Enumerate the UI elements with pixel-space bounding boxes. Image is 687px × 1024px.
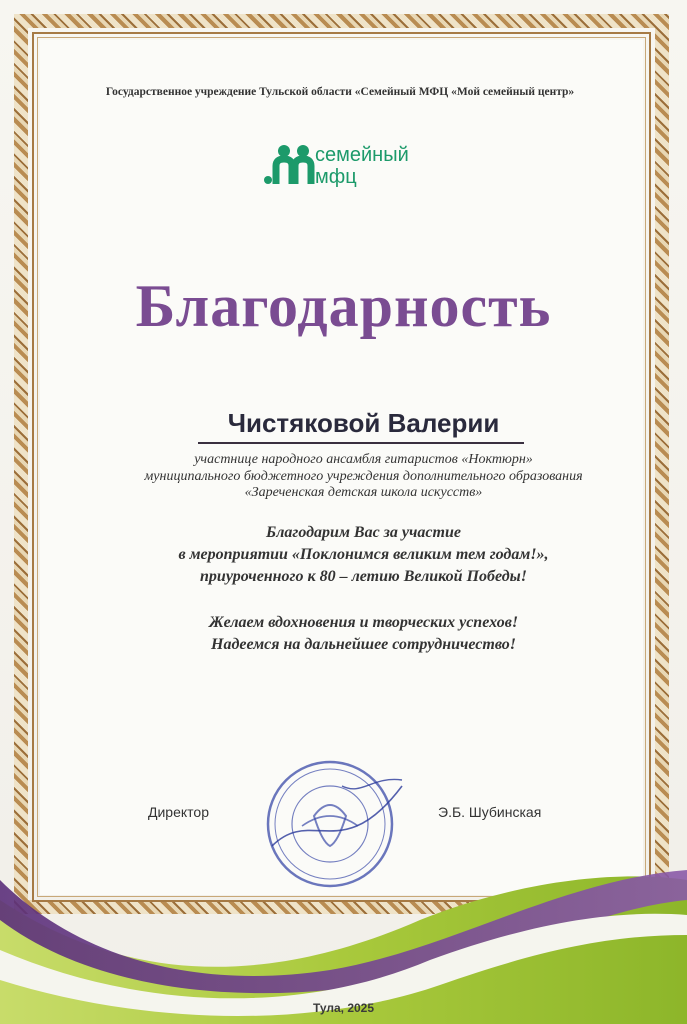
recipient-name: Чистяковой Валерии <box>227 408 500 438</box>
signer-position: Директор <box>148 804 209 820</box>
thanks-line: приуроченного к 80 – летию Великой Победы! <box>200 568 527 585</box>
logo-dot-icon <box>264 176 272 184</box>
logo-child-icon <box>290 170 298 178</box>
official-stamp <box>252 746 412 896</box>
thanks-text <box>0 522 687 588</box>
signer-name: Э.Б. Шубинская <box>438 804 542 820</box>
recipient-description <box>0 452 687 502</box>
thanks-line: в мероприятии «Поклонимся великим тем годам!», <box>178 546 549 563</box>
logo-head-icon <box>278 145 290 157</box>
wishes-text <box>0 612 687 656</box>
thanks-line: Благодарим Вас за участие <box>266 524 461 541</box>
document-title: Благодарность <box>135 273 552 339</box>
wish-line: Надеемся на дальнейшее сотрудничество! <box>211 636 516 653</box>
wish-line: Желаем вдохновения и творческих успехов! <box>208 614 519 631</box>
logo-head-icon <box>297 145 309 157</box>
logo-figure-icon <box>295 159 311 184</box>
description-line: муниципального бюджетного учреждения дополнительного образования <box>144 468 583 484</box>
organization-name: Государственное учреждение Тульской области «Семейный МФЦ «Мой семейный центр» <box>105 86 575 98</box>
description-line: «Зареченская детская школа искусств» <box>244 485 483 500</box>
recipient-underline <box>198 442 524 444</box>
logo-text <box>315 144 409 188</box>
description-line: участнице народного ансамбля гитаристов «Ноктюрн» <box>194 452 533 467</box>
logo-line1: семейный <box>315 144 409 166</box>
city-year: Тула, 2025 <box>312 1001 375 1015</box>
logo-figure-icon <box>276 159 292 184</box>
logo-line2: мфц <box>315 166 357 188</box>
